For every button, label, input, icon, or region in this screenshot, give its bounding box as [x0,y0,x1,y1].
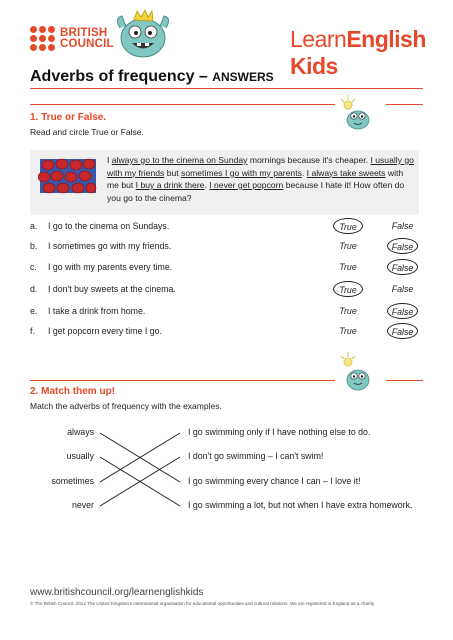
adverb-item[interactable]: never [71,500,94,510]
section2-instruction: Match the adverbs of frequency with the examples. [30,401,222,411]
underlined-phrase: I always take sweets [306,167,386,178]
question-letter: a. [30,221,38,231]
false-option[interactable]: False [387,323,418,339]
story-phrase: . [204,180,210,190]
example-item[interactable]: I go swimming a lot, but not when I have extra homework. [188,500,413,510]
footer-copyright: © The British Council, 2012 The United Kingdom's international organisation for educational opportunities and cultural relations. We are registered in England as a charity. [30,601,376,606]
story-phrase: but [164,167,182,178]
adverb-item[interactable]: always [67,427,94,437]
learnenglish-kids-logo: LearnEnglish Kids [290,26,426,79]
section1-heading: 1. True or False. [30,112,107,123]
story-phrase: . [301,167,307,178]
question-statement: I take a drink from home. [48,306,146,316]
story-phrase: with me but [107,167,404,190]
logo-line-2: COUNCIL [60,37,114,50]
adverb-item[interactable]: sometimes [51,476,94,486]
section2-heading: 2. Match them up! [30,386,116,397]
true-option[interactable]: True [339,262,357,272]
story-phrase: mornings because it's cheaper. [247,155,371,165]
section1-instruction: Read and circle True or False. [30,127,144,137]
true-option[interactable]: True [339,326,357,336]
page-title: Adverbs of frequency – ANSWERS [30,68,274,85]
footer-url[interactable]: www.britishcouncil.org/learnenglishkids [30,587,204,598]
true-option[interactable]: True [339,241,357,251]
example-item[interactable]: I go swimming every chance I can – I love it! [188,476,361,486]
question-statement: I don't buy sweets at the cinema. [48,284,176,294]
true-option[interactable]: True [333,218,363,234]
false-option[interactable]: False [387,238,418,254]
adverb-item[interactable]: usually [66,451,94,461]
answers-label: ANSWERS [212,70,274,84]
question-letter: d. [30,284,38,294]
underlined-phrase: I never get popcorn [209,180,284,190]
question-letter: f. [30,326,35,336]
question-statement: I go to the cinema on Sundays. [48,221,170,231]
question-statement: I go with my parents every time. [48,262,173,272]
underlined-phrase: sometimes I go with my parents [181,167,302,178]
false-option[interactable]: False [387,259,418,275]
underlined-phrase: I usually go with my friends [107,155,414,178]
logo-line-1: BRITISH [60,26,108,39]
underlined-phrase: I buy a drink there [135,180,205,190]
example-item[interactable]: I don't go swimming – I can't swim! [188,451,324,461]
false-option[interactable]: False [387,303,418,319]
false-option[interactable]: False [391,284,414,294]
story-phrase: I [107,155,112,165]
story-phrase: because I hate it! How often do you go to the cinema? [107,180,405,203]
question-statement: I sometimes go with my friends. [48,241,172,251]
false-option[interactable]: False [391,221,414,231]
question-letter: c. [30,262,37,272]
question-letter: e. [30,306,38,316]
true-option[interactable]: True [339,306,357,316]
underlined-phrase: always go to the cinema on Sunday [111,155,248,165]
question-statement: I get popcorn every time I go. [48,326,162,336]
example-item[interactable]: I go swimming only if I have nothing else to do. [188,427,371,437]
true-option[interactable]: True [333,281,363,297]
question-letter: b. [30,241,38,251]
